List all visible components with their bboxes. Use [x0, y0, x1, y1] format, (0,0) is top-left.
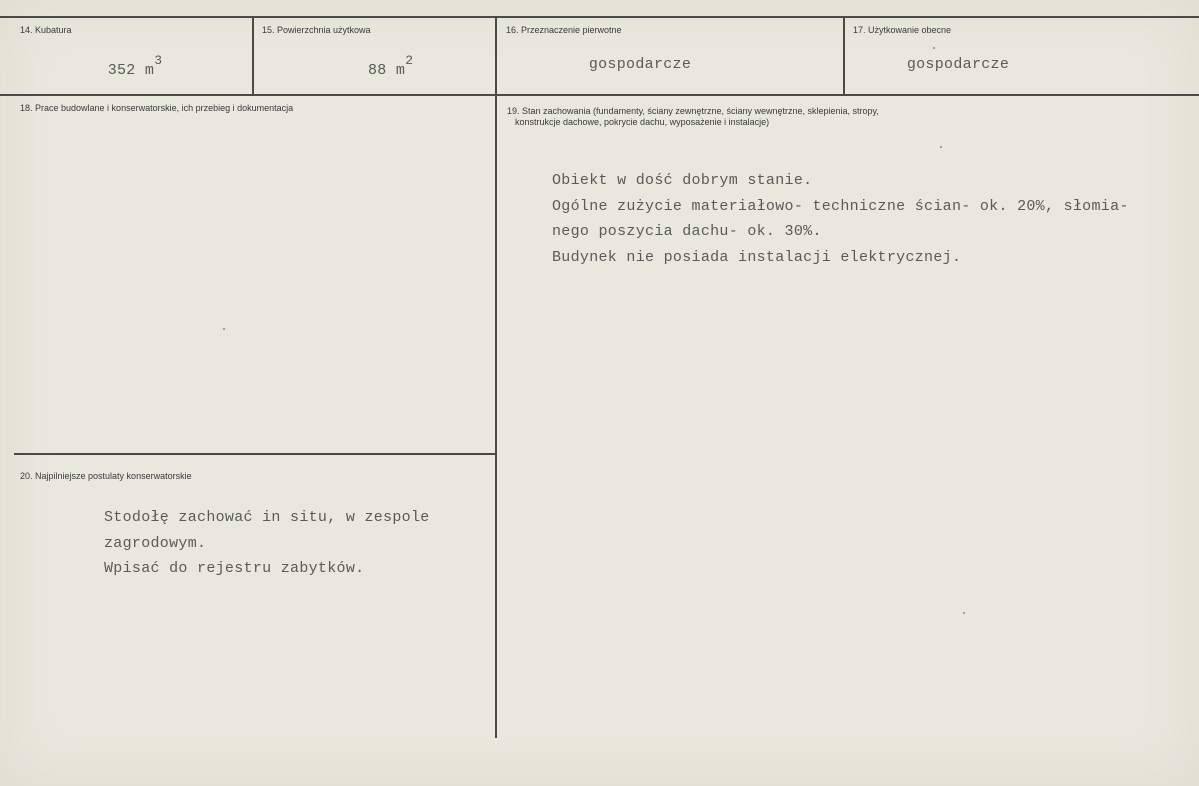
field-14-number: 352 m [107, 62, 155, 79]
field-20-text-line-3: Wpisać do rejestru zabytków. [104, 560, 365, 577]
row-divider-top [0, 94, 1199, 96]
field-14-value [20, 48, 250, 84]
field-15-unit-exponent: 2 [405, 53, 414, 68]
paper-speck [933, 47, 935, 49]
field-19-text-line-1: Obiekt w dość dobrym stanie. [552, 172, 813, 189]
field-16-label: 16. Przeznaczenie pierwotne [506, 25, 622, 35]
top-border [0, 16, 1199, 18]
field-15-label: 15. Powierzchnia użytkowa [262, 25, 371, 35]
col-divider-main [495, 16, 497, 738]
paper-speck [223, 328, 225, 330]
col-divider-2 [843, 16, 845, 96]
field-20-label: 20. Najpilniejsze postulaty konserwatorskie [20, 471, 192, 481]
paper-speck [940, 146, 942, 148]
row-divider-middle [14, 453, 496, 455]
field-19-text-line-2: Ogólne zużycie materiałowo- techniczne ścian- ok. 20%, słomia- [552, 198, 1129, 215]
col-divider-1 [252, 16, 254, 96]
field-18-label: 18. Prace budowlane i konserwatorskie, ich przebieg i dokumentacja [20, 103, 294, 113]
field-15-value [368, 48, 413, 84]
field-19-label-line2: konstrukcje dachowe, pokrycie dachu, wyposażenie i instalacje) [515, 117, 770, 127]
field-19-text-line-4: Budynek nie posiada instalacji elektrycznej. [552, 249, 962, 266]
field-19-text-line-3: nego poszycia dachu- ok. 30%. [552, 223, 822, 240]
field-14-unit-exponent: 3 [154, 53, 163, 68]
field-19-label-line1: 19. Stan zachowania (fundamenty, ściany zewnętrzne, ściany wewnętrzne, sklepienia, stropy, [507, 106, 879, 116]
field-20-text-line-2: zagrodowym. [104, 535, 207, 552]
field-17-label: 17. Użytkowanie obecne [853, 25, 952, 35]
field-15-number: 88 m [368, 62, 406, 79]
field-20-text-line-1: Stodołę zachować in situ, w zespole [104, 509, 430, 526]
paper-speck [963, 612, 965, 614]
field-14-label: 14. Kubatura [20, 25, 72, 35]
field-17-value: gospodarcze [906, 56, 1010, 73]
field-16-value: gospodarcze [588, 56, 692, 73]
